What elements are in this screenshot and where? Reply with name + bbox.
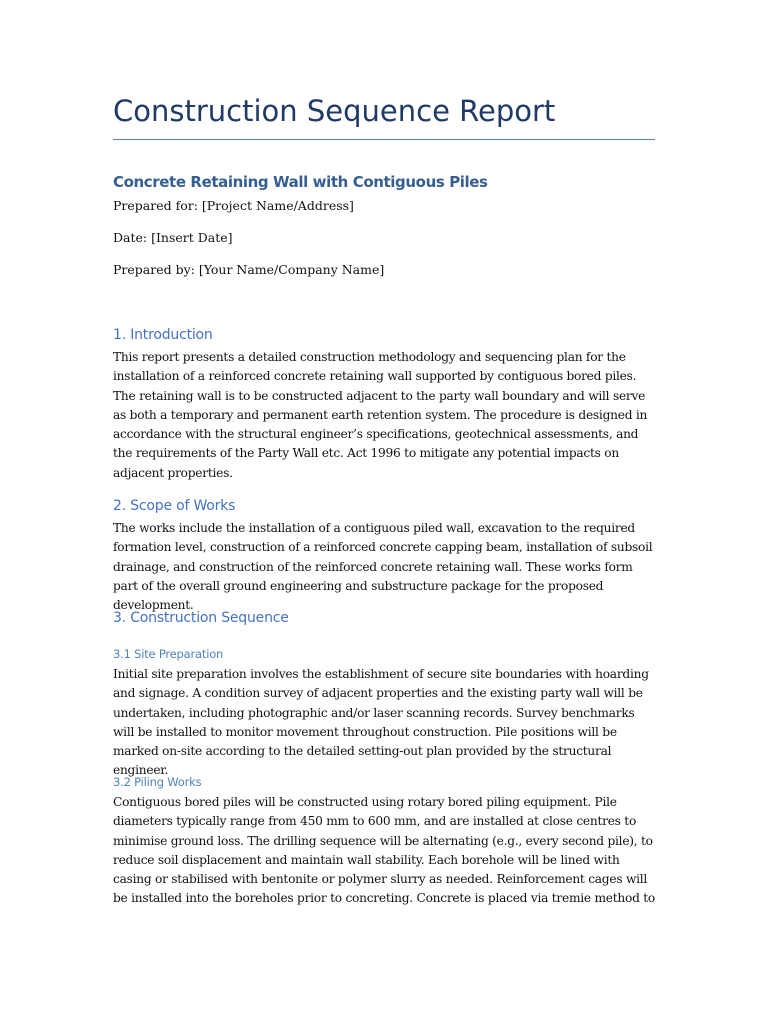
date-line: Date: [Insert Date] [113, 230, 233, 245]
site-preparation-heading: 3.1 Site Preparation [113, 647, 224, 661]
piling-works-paragraph: Contiguous bored piles will be constructed using rotary bored piling equipment. Pile diameters typically range from 450 mm to 600 mm, and are installed at close centres to minimise ground loss. The drilling sequence will be alternating (e.g., every second pile), to reduce soil displacement and maintain wall stability. Each borehole will be lined with casing or stabilised with bentonite or polymer slurry as needed. Reinforcement cages will be installed into the boreholes prior to concreting. Concrete is placed via tremie method to [113, 795, 656, 906]
scope-paragraph: The works include the installation of a contiguous piled wall, excavation to the required formation level, construction of a reinforced concrete capping beam, installation of subsoil drainage, and construction of the reinforced concrete retaining wall. These works form part of the overall ground engineering and substructure package for the proposed development. [113, 521, 653, 613]
introduction-heading: 1. Introduction [113, 327, 213, 343]
prepared-for-line: Prepared for: [Project Name/Address] [113, 198, 354, 213]
introduction-paragraph: This report presents a detailed construction methodology and sequencing plan for the installation of a reinforced concrete retaining wall supported by contiguous bored piles. The retaining wall is to be constructed adjacent to the party wall boundary and will serve as both a temporary and permanent earth retention system. The procedure is designed in accordance with the structural engineer’s specifications, geotechnical assessments, and the requirements of the Party Wall etc. Act 1996 to mitigate any potential impacts on adjacent properties. [113, 350, 648, 480]
site-preparation-paragraph: Initial site preparation involves the establishment of secure site boundaries with hoarding and signage. A condition survey of adjacent properties and the existing party wall will be undertaken, including photographic and/or laser scanning records. Survey benchmarks will be installed to monitor movement throughout construction. Pile positions will be marked on-site according to the detailed setting-out plan provided by the structural engineer. [113, 667, 649, 778]
piling-works-heading: 3.2 Piling Works [113, 775, 202, 789]
prepared-by-line: Prepared by: [Your Name/Company Name] [113, 262, 385, 277]
scope-heading: 2. Scope of Works [113, 498, 236, 514]
page-title: Construction Sequence Report [113, 94, 556, 128]
sequence-heading: 3. Construction Sequence [113, 610, 289, 626]
document-subtitle: Concrete Retaining Wall with Contiguous Piles [113, 173, 488, 191]
title-divider [113, 139, 655, 140]
